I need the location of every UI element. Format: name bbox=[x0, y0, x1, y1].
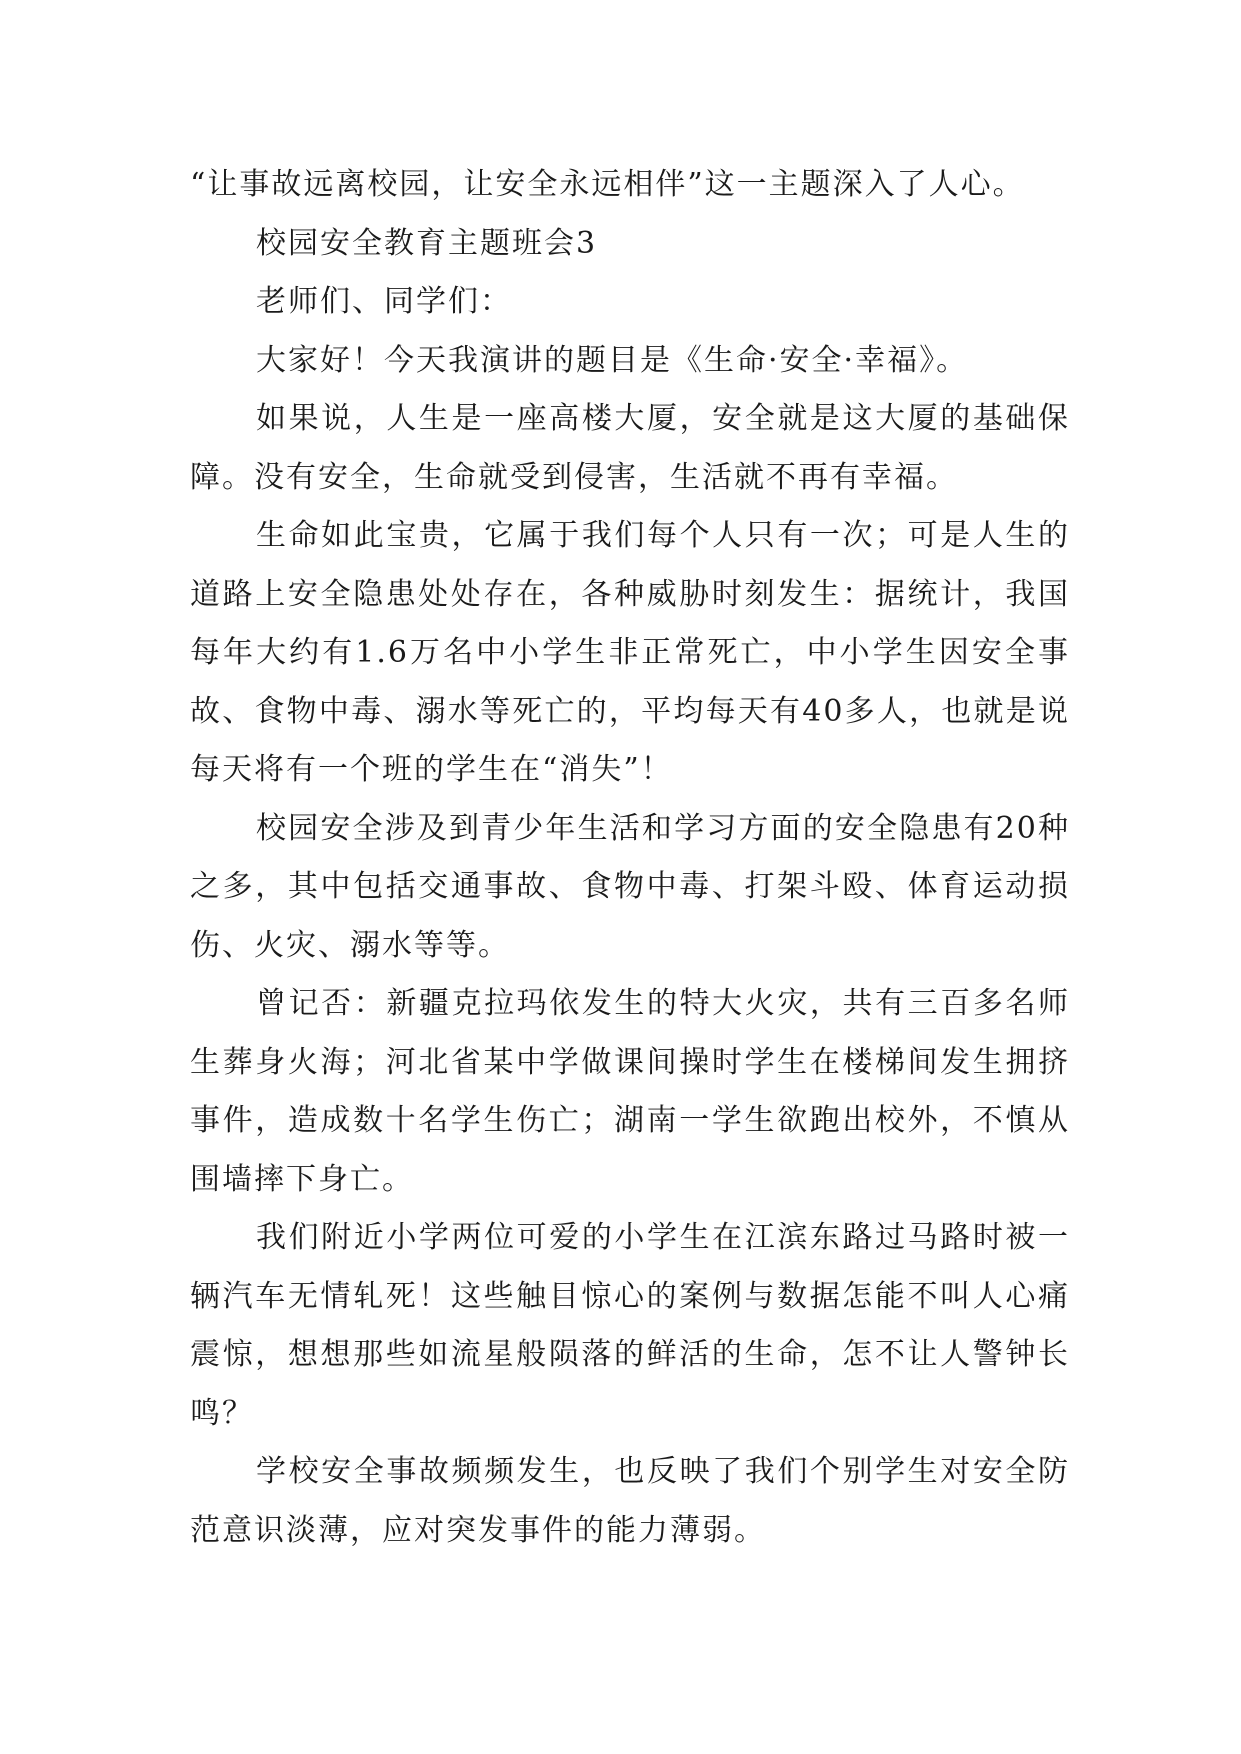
paragraph-safety-foundation: 如果说，人生是一座高楼大厦，安全就是这大厦的基础保障。没有安全，生命就受到侵害，生活就不再有幸福。 bbox=[190, 401, 1070, 495]
paragraph-local-accident: 我们附近小学两位可爱的小学生在江滨东路过马路时被一辆汽车无情轧死！这些触目惊心的案例与数据怎能不叫人心痛震惊，想想那些如流星般陨落的鲜活的生命，怎不让人警钟长鸣？ bbox=[190, 1220, 1070, 1431]
paragraph-incidents: 曾记否：新疆克拉玛依发生的特大火灾，共有三百多名师生葬身火海；河北省某中学做课间操时学生在楼梯间发生拥挤事件，造成数十名学生伤亡；湖南一学生欲跑出校外，不慎从围墙摔下身亡。 bbox=[190, 986, 1070, 1197]
paragraph-title: 校园安全教育主题班会3 bbox=[256, 225, 598, 261]
paragraph-theme-conclusion: “让事故远离校园，让安全永远相伴”这一主题深入了人心。 bbox=[190, 167, 1025, 202]
paragraph-greeting: 大家好！今天我演讲的题目是《生命·安全·幸福》。 bbox=[256, 342, 969, 378]
paragraph-hazards: 校园安全涉及到青少年生活和学习方面的安全隐患有20种之多，其中包括交通事故、食物中毒、打架斗殴、体育运动损伤、火灾、溺水等等。 bbox=[190, 810, 1070, 963]
paragraph-salutation: 老师们、同学们： bbox=[256, 284, 512, 319]
paragraph-awareness: 学校安全事故频频发生，也反映了我们个别学生对安全防范意识淡薄，应对突发事件的能力薄弱。 bbox=[190, 1454, 1070, 1548]
paragraph-statistics: 生命如此宝贵，它属于我们每个人只有一次；可是人生的道路上安全隐患处处存在，各种威胁时刻发生：据统计，我国每年大约有1.6万名中小学生非正常死亡，中小学生因安全事故、食物中毒、溺水等死亡的，平均每天有40多人，也就是说每天将有一个班的学生在“消失”！ bbox=[190, 518, 1070, 787]
document-page bbox=[190, 156, 1070, 1560]
